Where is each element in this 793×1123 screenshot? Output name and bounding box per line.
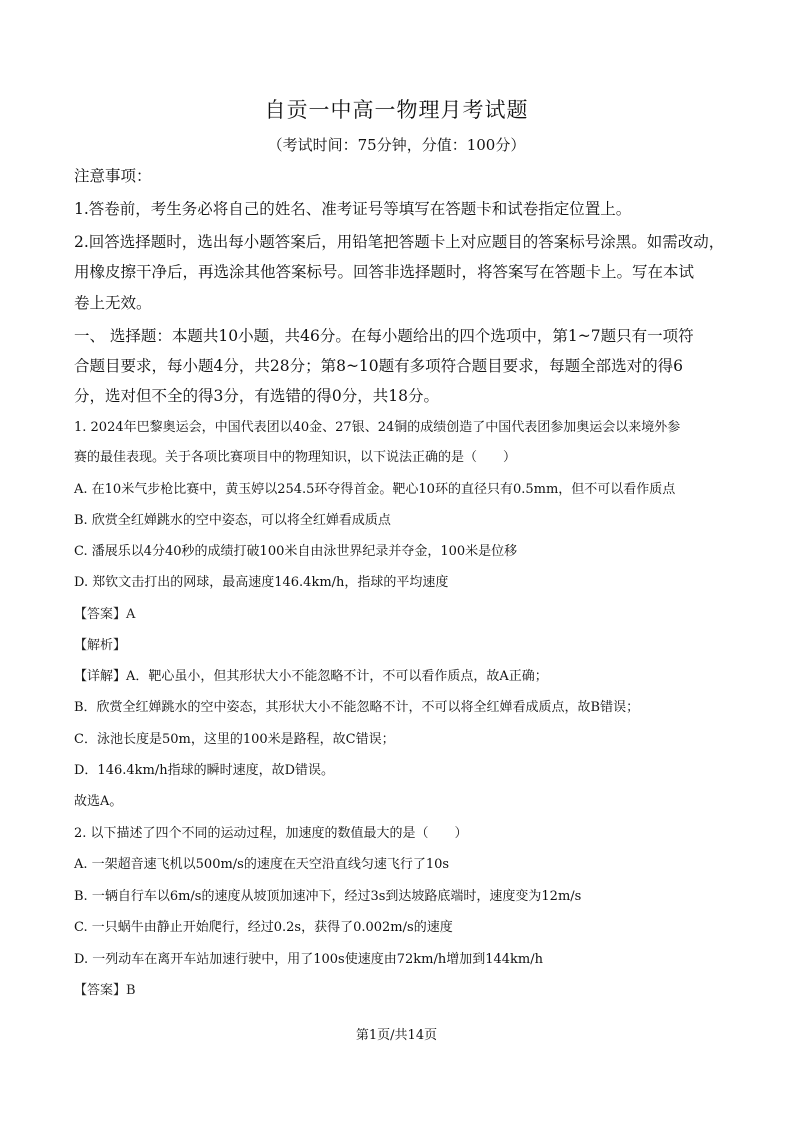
q1-answer: 【答案】A (74, 607, 136, 622)
section-1-intro-line-3: 分，选对但不全的得3分，有选错的得0分，共18分。 (74, 387, 439, 405)
q2-option-d: D. 一列动车在离开车站加速行驶中，用了100s使速度由72km/h增加到144km/h (74, 952, 543, 967)
q1-stem-line-2: 赛的最佳表现。关于各项比赛项目中的物理知识，以下说法正确的是（ ） (74, 450, 517, 465)
q2-option-b: B. 一辆自行车以6m/s的速度从坡顶加速冲下，经过3s到达坡路底端时，速度变为12m/s (74, 889, 582, 904)
q1-option-b: B. 欣赏全红婵跳水的空中姿态，可以将全红婵看成质点 (74, 513, 391, 528)
exam-info-subtitle: （考试时间：75分钟，分值：100分） (267, 136, 526, 154)
notice-item-2-line-2: 用橡皮擦干净后，再选涂其他答案标号。回答非选择题时，将答案写在答题卡上。写在本试 (74, 263, 695, 281)
q2-option-c: C. 一只蜗牛由静止开始爬行，经过0.2s，获得了0.002m/s的速度 (74, 920, 453, 935)
q1-detail-b: B．欣赏全红婵跳水的空中姿态，其形状大小不能忽略不计，不可以将全红婵看成质点，故B错误； (74, 700, 640, 715)
q2-stem: 2. 以下描述了四个不同的运动过程，加速度的数值最大的是（ ） (74, 826, 468, 841)
q1-detail-a: 【详解】A．靶心虽小，但其形状大小不能忽略不计，不可以看作质点，故A正确； (74, 669, 548, 684)
q1-stem-line-1: 1. 2024年巴黎奥运会，中国代表团以40金、27银、24铜的成绩创造了中国代表团参加奥运会以来境外参 (74, 420, 681, 435)
q1-detail-c: C．泳池长度是50m，这里的100米是路程，故C错误； (74, 732, 395, 747)
notice-item-2-line-3: 卷上无效。 (74, 294, 152, 312)
q1-conclusion: 故选A。 (74, 794, 123, 809)
section-1-intro-line-1: 一、 选择题：本题共10小题，共46分。在每小题给出的四个选项中，第1~7题只有一项符 (74, 327, 694, 345)
q1-detail-d: D．146.4km/h指球的瞬时速度，故D错误。 (74, 763, 335, 778)
q1-option-d: D. 郑钦文击打出的网球，最高速度146.4km/h，指球的平均速度 (74, 575, 449, 590)
notice-item-2-line-1: 2.回答选择题时，选出每小题答案后，用铅笔把答题卡上对应题目的答案标号涂黑。如需改动， (74, 233, 725, 251)
notice-heading: 注意事项： (74, 167, 152, 185)
q2-answer: 【答案】B (74, 983, 136, 998)
section-1-intro-line-2: 合题目要求，每小题4分，共28分；第8~10题有多项符合题目要求，每题全部选对的得6 (74, 357, 684, 375)
q2-option-a: A. 一架超音速飞机以500m/s的速度在天空沿直线匀速飞行了10s (74, 857, 450, 872)
q1-option-a: A. 在10米气步枪比赛中，黄玉婷以254.5环夺得首金。靶心10环的直径只有0.5mm，但不可以看作质点 (74, 482, 676, 497)
q1-option-c: C. 潘展乐以4分40秒的成绩打破100米自由泳世界纪录并夺金，100米是位移 (74, 544, 518, 559)
q1-analysis-heading: 【解析】 (74, 638, 127, 653)
page-title: 自贡一中高一物理月考试题 (264, 98, 529, 122)
page-number-footer: 第1页/共14页 (355, 1028, 438, 1043)
notice-item-1: 1.答卷前，考生务必将自己的姓名、准考证号等填写在答题卡和试卷指定位置上。 (74, 200, 632, 218)
